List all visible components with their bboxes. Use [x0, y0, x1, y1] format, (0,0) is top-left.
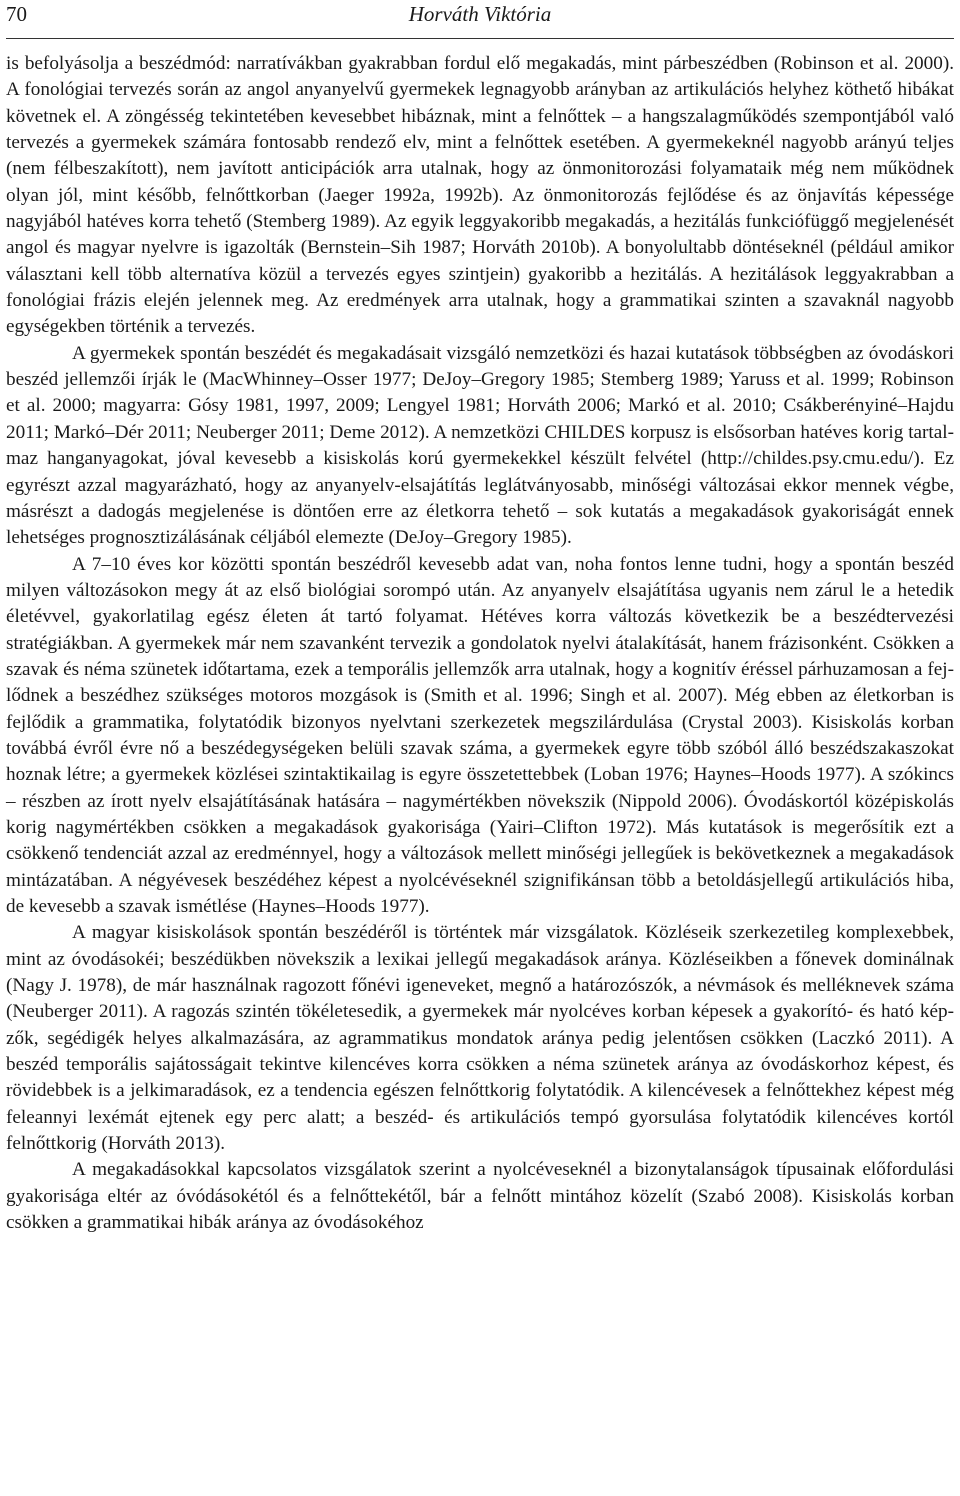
paragraph-5: A megakadásokkal kapcsolatos vizsgálatok szerint a nyolcéveseknél a bizonytalanságok típusainak előfordulási gyakorisága eltér az óvódásokétól és a felnőttekétől, bár a felnőtt mintához közelít (Szabó 2008). Kisiskolás korban csökken a grammatikai hibák aránya az óvodásokéhoz: [6, 1159, 954, 1234]
paragraph-2: A gyermekek spontán beszédét és megakadásait vizsgáló nemzetközi és hazai kutatások többségben az óvodáskori beszéd jellemzői írják le (MacWhinney–Osser 1977; DeJoy–Gregory 1985; Stemberg 1989; Yaruss et al. 1999; Robinson et al. 2000; magyarra: Gósy 1981, 1997, 2009; Lengyel 1981; Horváth 2006; Markó et al. 2010; Csákberényiné–Hajdu 2011; Markó–Dér 2011; Neuberger 2011; Deme 2012). A nemzetközi CHILDES korpusz is elsősorban hatéves korig tartalmaz hanganyagokat, jóval kevesebb a kisiskolás korú gyermekekkel készült felvétel (http://childes.​psy.cmu.edu/). Ez egyrészt azzal magyarázható, hogy az anyanyelv-elsajátítás leglátványosabb, minőségi változásai ekkor mennek végbe, másrészt a dadogás megjelenése is döntően erre az életkorra tehető – sok kutatás a megakadások gyakoriságát ennek lehetséges prognosztizálásának céljából elemezte (DeJoy–Gregory 1985).: [6, 342, 954, 549]
paragraph-3: A 7–10 éves kor közötti spontán beszédről kevesebb adat van, noha fontos lenne tudni, hogy a spontán beszéd milyen változásokon megy át az első biológiai sorompó után. Az anyanyelv elsajátítása ugyanis nem zárul le a hetedik életévvel, gyakorlatilag egész életen át tartó folyamat. Hétéves korra változás következik be a beszédtervezési stratégiákban. A gyermekek már nem szavanként tervezik a gondolatok nyelvi átalakítását, hanem frázisonként. Csökken a szavak és néma szünetek időtartama, ezek a temporális jellemzők arra utalnak, hogy a kognitív éréssel párhuzamosan a fejlődnek a beszédhez szükséges motoros mozgások is (Smith et al. 1996; Singh et al. 2007). Még ebben az életkorban is fejlődik a grammatika, folytatódik bizonyos nyelvtani szerkezetek megszilárdulása (Crystal 2003). Kisiskolás korban továbbá évről évre nő a beszédegységeken belüli szavak száma, a gyermekek egyre több szóból álló beszédszakaszokat hoznak létre; a gyermekek közlései szintaktikailag is egyre összetettebbek (Loban 1976; Haynes–Hoods 1977). A szókincs – részben az írott nyelv elsajátításának hatására – nagymértékben növekszik (Nippold 2006). Óvodáskortól középiskolás korig nagymértékben csökken a megakadások gyakorisága (Yairi–Clifton 1972). Más kutatások is megerősítik ezt a csökkenő tendenciát azzal az eredménnyel, hogy a változások mellett minőségi jellegűek is bekövetkeznek a megakadások mintázatában. A négyévesek beszédéhez képest a nyolcévéseknél szignifikánsan több a betoldásjellegű artikulációs hiba, de kevesebb a szavak ismétlése (Haynes–Hoods 1977).: [6, 553, 954, 917]
paragraph-1: is befolyásolja a beszédmód: narratívákban gyakrabban fordul elő megakadás, mint párbeszédben (Robinson et al. 2000). A fonológiai tervezés során az angol anyanyelvű gyermekek legnagyobb arányban az artikulációs helyhez köthető hibákat követnek el. A zöngésség tekintetében kevesebbet hibáznak, mint a felnőttek – a hangszalagműködés szempontjából való tervezés a gyermekek számára fontosabb rendező elv, mint a felnőttek esetében. A gyermekeknél nagyobb arányú teljes (nem félbeszakított), nem javított anticipációk arra utalnak, hogy az önmonitorozási folyamataik még nem működnek olyan jól, mint később, felnőttkorban (Jaeger 1992a, 1992b). Az önmonitorozás fejlődése és az önjavítás képessége nagyjából hatéves korra tehető (Stemberg 1989). Az egyik leggyakoribb megakadás, a hezitálás funkciófüggő megjelenését angol és magyar nyelvre is igazolták (Bernstein–Sih 1987; Horváth 2010b). A bonyolultabb döntéseknél (például amikor választani kell több alternatíva közül a tervezés egyes szintjein) gyakoribb a hezitálás. A hezitálások leggyakrabban a fonológiai frázis elején jelennek meg. Az eredmények arra utalnak, hogy a grammatikai szinten a szavaknál nagyobb egységekben történik a tervezés.: [6, 53, 954, 338]
paragraph-4: A magyar kisiskolások spontán beszédéről is történtek már vizsgálatok. Közléseik szerkezetileg komplexebbek, mint az óvodásokéi; beszédükben növekszik a lexikai jellegű megakadások aránya. Közléseikben a főnevek dominálnak (Nagy J. 1978), de már használnak ragozott főnévi igeneveket, megnő a határozószók, a névmások és melléknevek száma (Neuberger 2011). A ragozás szintén tökéletesedik, a gyermekek már nyolcéves korban képesek a gyakorító- és ható képzők, segédigék helyes alkalmazására, az agrammatikus mondatok aránya pedig jelentősen csökken (Laczkó 2011). A beszéd temporális sajátosságait tekintve kilencéves korra csökken a néma szünetek aránya az óvodáskorhoz képest, és rövidebbek is a jelkimaradások, ez a tendencia egészen felnőttkorig folytatódik. A kilencévesek a felnőttekhez képest még feleannyi lexémát ejtenek egy perc alatt; a beszéd- és artikulációs tempó gyorsulása folytatódik kilencéves kortól felnőttkorig (Horváth 2013).: [6, 922, 954, 1155]
running-header: [6, 0, 954, 39]
body-text: [6, 51, 954, 1236]
page-number: 70: [6, 2, 27, 26]
page: [6, 0, 954, 1236]
running-header-author: Horváth Viktória: [408, 2, 552, 26]
